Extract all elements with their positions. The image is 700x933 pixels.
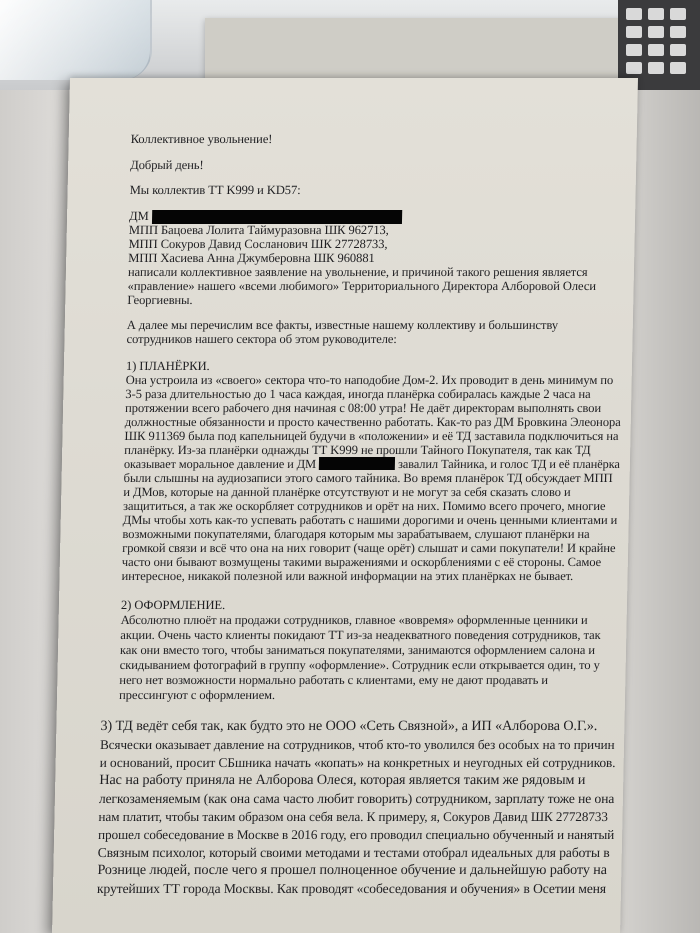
key [648, 62, 664, 74]
section1-line: были слышны на аудиозаписи этого самого тайника. Во время планёрок ТД обсуждает МПП [123, 471, 613, 485]
glass-object [0, 0, 152, 80]
section3-line: 3) ТД ведёт себя так, как будто это не ООО «Сеть Связной», а ИП «Алборова О.Г.». [100, 718, 598, 734]
section2-title: 2) ОФОРМЛЕНИЕ. [120, 598, 226, 612]
letter-header: Коллективное увольнение! [130, 132, 273, 146]
statement-line: Георгиевны. [127, 293, 193, 307]
section3-line: и оснований, просит СБшника начать «копать» на конкретных и неугодных ей сотрудников. [99, 755, 616, 770]
section1-line: интересное, никакой полезной или важной информации на этих планёрках не бывает. [121, 569, 574, 583]
section3-line: легкозаменяемым (как она сама часто любит говорить) сотрудником, зарплату тоже не она [98, 791, 615, 806]
signer-dm-label: ДМ [128, 209, 149, 223]
section2-line: прессингуют с оформлением. [118, 688, 276, 702]
intro: Мы коллектив ТТ K999 и KD57: [129, 183, 301, 197]
keyboard [618, 0, 700, 90]
section2-line: как они вместо того, чтобы заниматься покупателями, занимаются оформлением салона и [119, 643, 596, 657]
key [648, 44, 664, 56]
section2-line: акции. Очень часто клиенты покидают ТТ из-за неадекватного поведения сотрудников, так [120, 628, 601, 642]
section2-line: Абсолютно плюёт на продажи сотрудников, главное «вовремя» оформленные ценники и [120, 613, 588, 627]
signer-dm [129, 209, 402, 224]
section1-title: 1) ПЛАНЁРКИ. [125, 359, 210, 373]
section1-line: протяжении всего рабочего дня начиная с 08:00 утра! Не даёт директорам выполнять свои [124, 401, 602, 415]
section1-line: планёрку. Из-за планёрки однажды ТТ K999 не прошли Тайного Покупателя, так как ТД [124, 443, 591, 457]
key [626, 44, 642, 56]
key [626, 26, 642, 38]
section1-line: возможными покупателями, благодаря которым мы зарабатываем, слушают планёрки на [122, 527, 590, 541]
letter-page [52, 78, 638, 933]
section3-line: Нас на работу приняла не Алборова Олеся, которая является таким же рядовым и [99, 772, 586, 788]
key [670, 26, 686, 38]
section3-line: нам платит, чтобы таким образом она себя вела. К примеру, я, Сокуров Давид ШК 27728733 [98, 809, 609, 824]
section3-line: Рознице людей, после чего я прошел полноценное обучение и дальнейшую работу на [97, 862, 608, 878]
section1-line: должностные обязанности и просто качественно работать. Как-то раз ДМ Бровкина Элеонора [124, 415, 621, 429]
section1-text-part: завалил Тайника, и голос ТД и её планёрка [397, 457, 621, 471]
key [648, 8, 664, 20]
section2-line: него нет возможности нормально работать с клиентами, ему не дают продавать и [119, 673, 549, 687]
statement-line: «правление» нашего «всеми любимого» Территориального Директора Алборовой Олеси [127, 279, 597, 293]
lead-line: сотрудников нашего сектора об этом руководителе: [126, 332, 397, 346]
section2-line: скидыванием фотографий в группу «оформление». Сотрудник если открывается один, то у [119, 658, 600, 672]
key [648, 26, 664, 38]
section3-line: прошел собеседование в Москве в 2016 году, его проводил специально обученный и нанятый [97, 827, 615, 842]
redaction-bar [152, 210, 402, 224]
key [670, 62, 686, 74]
section3-line: Связным психолог, который своими методами и тестами отобрал идеальных для работы в [97, 845, 610, 860]
folder-behind-paper [205, 18, 635, 80]
signer-line: МПП Бацоева Лолита Таймуразовна ШК 962713, [128, 223, 389, 237]
key [626, 8, 642, 20]
section1-line: громкой связи и всё что она на них говорит (чаще орёт) слышат и сами покупатели! И крайне [122, 541, 616, 555]
statement-line: написали коллективное заявление на увольнение, и причиной такого решения является [127, 265, 588, 279]
section1-line: Она устроила из «своего» сектора что-то наподобие Дом-2. Их проводит в день минимум по [125, 373, 614, 387]
section1-line-redacted [124, 457, 620, 472]
section1-line: защититься, а так же оскорбляет сотрудников и орёт на них. Помимо всего прочего, многие [122, 499, 606, 513]
greeting: Добрый день! [130, 158, 204, 172]
section1-line: 3-5 раза длительностью до 1 часа каждая, иногда планёрка собиралась каждые 2 часа на [125, 387, 591, 401]
signer-line: МПП Сокуров Давид Сосланович ШК 27728733, [128, 237, 388, 251]
section1-line: ШК 911369 была под капельницей будучи в «положении» и её ТД заставила подключиться на [124, 429, 619, 443]
section1-text-part: оказывает моральное давление и ДМ [123, 457, 317, 471]
key [626, 62, 642, 74]
redaction-bar [319, 457, 395, 470]
section3-line: Всячески оказывает давление на сотрудников, чтоб кто-то уволился без особых на то причин [99, 737, 615, 752]
signer-line: МПП Хасиева Анна Джумберовна ШК 960881 [128, 251, 375, 265]
lead-line: А далее мы перечислим все факты, известные нашему коллективу и большинству [126, 318, 559, 332]
section1-line: и ДМов, которые на данной планёрке отсутствуют и не могут за себя сказать слово и [123, 485, 571, 499]
section1-line: ДМы чтобы хоть как-то успевать работать с нашими дорогими и очень ценными клиентами и [122, 513, 618, 527]
key [670, 8, 686, 20]
section3-line: крутейших ТТ города Москвы. Как проводят «собеседования и обучения» в Осетии меня [96, 881, 607, 896]
key [670, 44, 686, 56]
section1-line: часто они бывают возмущены такими выражениями и оскорблениями с её стороны. Самое [121, 555, 602, 569]
